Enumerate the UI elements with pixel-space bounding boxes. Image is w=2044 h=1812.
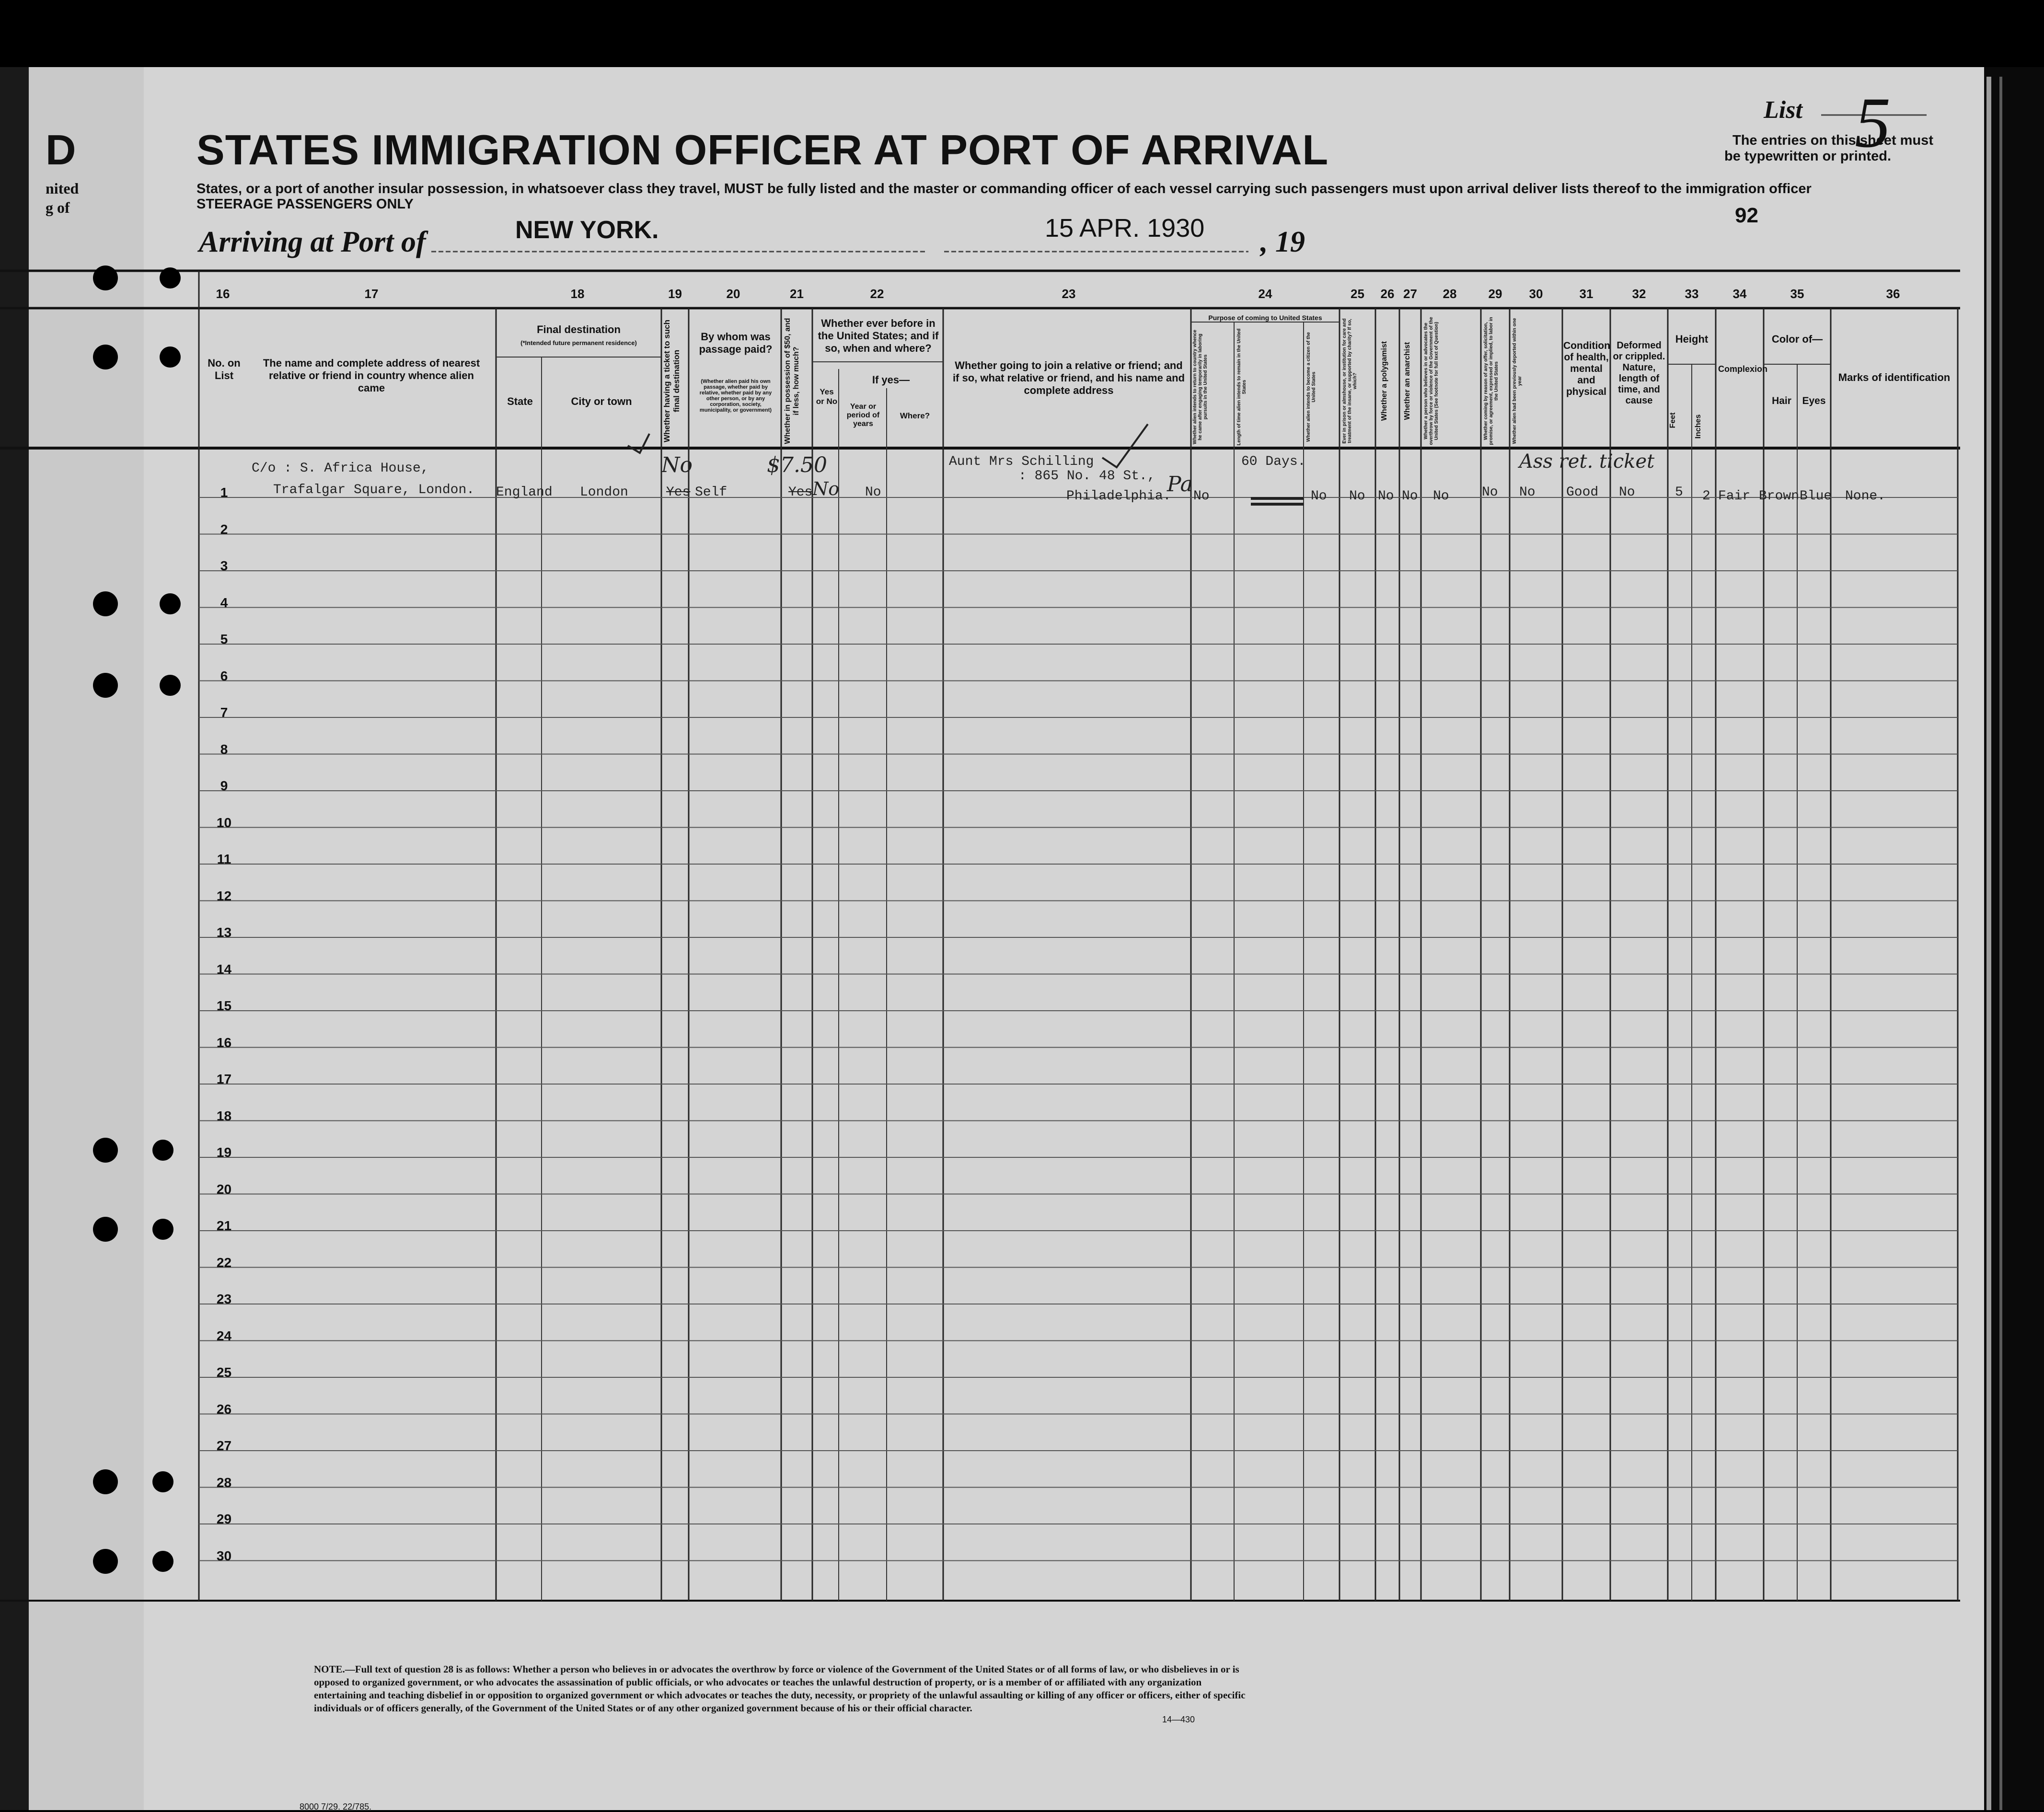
column-header-join-relative: Whether going to join a relative or friend; and if so, what relative or friend, and his name and complete address: [952, 359, 1185, 396]
row-number: 22: [216, 1255, 232, 1270]
column-number: 34: [1732, 287, 1747, 301]
column-header-prison: Ever in prison or almshouse, or institution for care and treatment of the insane, or supported by charity? If so, which?: [1342, 318, 1358, 444]
row-number: 24: [216, 1328, 232, 1343]
sheet-number: 92: [1735, 204, 1758, 227]
row-number: 12: [216, 888, 232, 903]
form-title: STATES IMMIGRATION OFFICER AT PORT OF ARRIVAL: [196, 126, 1329, 173]
row-number: 9: [220, 778, 228, 793]
row-number: 6: [220, 668, 228, 683]
list-number: 5: [1855, 83, 1891, 162]
column-header-sub: Year or period of years: [846, 403, 880, 428]
column-header-color: Color of—: [1771, 333, 1823, 345]
column-number: 35: [1790, 287, 1804, 301]
row-number: 20: [216, 1181, 232, 1197]
row-number: 7: [220, 705, 228, 720]
column-header-eyes: Eyes: [1802, 395, 1826, 406]
entry-relative-line2: Trafalgar Square, London.: [273, 483, 475, 497]
column-header-sub: Where?: [900, 411, 930, 420]
column-header-relative: The name and complete address of nearest relative or friend in country whence alien came: [263, 357, 480, 394]
row-number: 1: [220, 485, 228, 500]
row-number: 26: [216, 1401, 232, 1417]
arriving-label: Arriving at Port of: [199, 226, 426, 258]
row-number: 15: [216, 998, 232, 1013]
entry-join-line3: Philadelphia.: [1066, 489, 1171, 504]
entry-deported-handwritten: Ass ret. ticket: [1519, 450, 1655, 473]
column-header-inches: Inches: [1694, 414, 1702, 439]
entry-city: London: [580, 485, 628, 500]
list-label: List: [1764, 96, 1802, 124]
column-header-feet: Feet: [1669, 412, 1677, 428]
row-number: 3: [220, 558, 228, 573]
entry-length-of-stay: 60 Days.: [1241, 454, 1306, 469]
form-code: 14—430: [1162, 1715, 1195, 1724]
column-number: 36: [1886, 287, 1900, 301]
column-header-sub: Yes or No: [816, 387, 838, 406]
column-number: 25: [1351, 287, 1364, 301]
entry-deformed: No: [1619, 485, 1635, 500]
row-number: 25: [216, 1365, 232, 1380]
column-number: 27: [1403, 287, 1417, 301]
row-number: 21: [216, 1218, 232, 1233]
entry-join-handwritten: Pa: [1167, 472, 1193, 496]
row-number: 28: [216, 1475, 232, 1490]
entry-hair: Brown: [1759, 489, 1800, 504]
column-header-hair: Hair: [1772, 395, 1791, 406]
entry-before-us: No: [865, 485, 881, 500]
entry-health: Good: [1566, 485, 1599, 500]
column-header-overthrow: Whether a person who believes in or advocates the overthrow by force or violence of the Government of the United States (See footnote for full text of Question): [1423, 317, 1439, 445]
column-header-money: Whether in possession of $50, and if less, how much?: [784, 318, 800, 444]
intro-text: States, or a port of another insular possession, in whatsoever class they travel, MUST be fully listed and the master or commanding officer of each vessel carrying such passengers must upon arrival deliver lists thereof to the immigration officer: [196, 181, 1812, 196]
column-header-health: Condition of health, mental and physical: [1563, 340, 1610, 397]
column-number: 18: [570, 287, 585, 301]
left-page-text-fragment: g of: [46, 199, 70, 216]
row-number: 16: [216, 1035, 232, 1050]
column-header-purpose: Purpose of coming to United States: [1208, 314, 1322, 322]
entry-citizen: No: [1311, 489, 1327, 504]
column-number: 22: [870, 287, 884, 301]
entry-state: England: [496, 485, 553, 500]
left-page-title-fragment: D: [46, 126, 76, 173]
row-number: 8: [220, 741, 228, 757]
row-number: 17: [216, 1072, 232, 1086]
row-number: 14: [216, 961, 232, 977]
entry-paid-by: Self: [695, 485, 728, 500]
column-header-anarchist: Whether an anarchist: [1403, 342, 1411, 420]
column-header-no-on-list: No. on List: [208, 357, 241, 381]
column-number: 32: [1632, 287, 1646, 301]
column-header-offer: Whether coming by reason of any offer, solicitation, promise, or agreement, expressed or implied, to labor in the United States: [1483, 317, 1499, 445]
column-header-sub: Whether alien intends to return to country whence he came after engaging temporarily in laboring pursuits in the United States: [1192, 330, 1208, 444]
row-number: 4: [220, 595, 228, 610]
column-header-city: City or town: [571, 395, 632, 407]
column-header-deported: Whether alien had been previously deported within one year: [1512, 318, 1523, 444]
entry-inches: 2: [1702, 489, 1710, 504]
column-header-sub: Whether alien intends to become a citizen of the United States: [1306, 332, 1316, 442]
column-header-sub: Length of time alien intends to remain in the United States: [1236, 328, 1247, 446]
column-number: 31: [1579, 287, 1594, 301]
entry-money-no-handwritten: No: [812, 478, 840, 499]
entry-ticket-handwritten: No: [661, 453, 693, 477]
column-number: 24: [1258, 287, 1272, 301]
entry-overthrow: No: [1433, 489, 1449, 504]
entry-return-intent: No: [1193, 489, 1210, 504]
entry-eyes: Blue: [1800, 489, 1832, 504]
entry-ticket: Yes: [666, 485, 691, 500]
row-number: 13: [216, 925, 232, 940]
column-number: 21: [790, 287, 804, 301]
column-header-before-us: Whether ever before in the United States; and if so, when and where?: [818, 317, 939, 354]
column-header-height: Height: [1675, 333, 1709, 345]
column-number: 19: [668, 287, 682, 301]
entry-offer: No: [1482, 485, 1498, 500]
entry-polygamist: No: [1378, 489, 1394, 504]
row-number: 27: [216, 1438, 232, 1453]
column-number: 28: [1443, 287, 1457, 301]
row-number: 19: [216, 1145, 232, 1160]
typewritten-note: be typewritten or printed.: [1724, 149, 1892, 164]
entry-money: Yes: [788, 485, 813, 500]
steerage-label: STEERAGE PASSENGERS ONLY: [196, 196, 414, 212]
column-number: 17: [364, 287, 379, 301]
row-number: 10: [216, 815, 232, 830]
column-number: 33: [1685, 287, 1699, 301]
row-number: 5: [220, 632, 228, 646]
column-number: 20: [726, 287, 740, 301]
column-number: 29: [1488, 287, 1502, 301]
entry-complexion: Fair: [1718, 489, 1751, 504]
typewritten-note: The entries on this sheet must: [1732, 133, 1933, 148]
column-header-ticket: Whether having a ticket to such final destination: [662, 320, 681, 442]
entry-money-handwritten: $7.50: [767, 453, 827, 477]
row-number: 2: [220, 521, 228, 537]
column-header-complexion: Complexion: [1718, 364, 1768, 374]
column-header-sub: (*Intended future permanent residence): [520, 339, 637, 346]
column-header-passage-paid: By whom was passage paid?: [699, 331, 773, 355]
column-header-deformed: Deformed or crippled. Nature, length of time, and cause: [1613, 340, 1665, 406]
entry-join-line1: Aunt Mrs Schilling: [949, 454, 1094, 469]
column-number: 30: [1529, 287, 1543, 301]
column-number: 16: [216, 287, 230, 301]
port-value: NEW YORK.: [515, 216, 659, 244]
row-number: 18: [216, 1108, 232, 1123]
entry-join-line2: : 865 No. 48 St.,: [1018, 469, 1155, 484]
footnote: NOTE.—Full text of question 28 is as follows: Whether a person who believes in or advocates the overthrow by force or violence of the Government of the United States or of all forms of law, or who disbelieves in or is opposed to organized government, or who advocates the assassination of public officials, or who advocates or teaches the unlawful destruction of property, or is a member of or affiliated with any organization entertaining and teaching disbelief in or opposition to organized government or which advocates or teaches the duty, necessity, or propriety of the unlawful assaulting or killing of any officer or officers, either of specific individuals or of officers generally, of the Government of the United States or of any other organized government because of his or their official character.: [314, 1663, 1246, 1714]
column-header-state: State: [507, 395, 533, 407]
print-code: 8000 7/29. 22/785.: [300, 1802, 372, 1812]
row-number: 23: [216, 1292, 232, 1306]
row-number: 30: [216, 1548, 232, 1563]
column-header-marks: Marks of identification: [1838, 371, 1951, 383]
entry-prison: No: [1349, 489, 1365, 504]
entry-deported: No: [1519, 485, 1536, 500]
date-stamp: 15 APR. 1930: [1045, 214, 1205, 242]
column-header-polygamist: Whether a polygamist: [1380, 341, 1388, 421]
column-header-final-destination: Final destination: [537, 323, 621, 335]
year-label: , 19: [1260, 226, 1305, 258]
entry-marks: None.: [1845, 489, 1886, 504]
row-number: 11: [217, 852, 231, 866]
column-number: 26: [1380, 287, 1395, 301]
entry-relative-line1: C/o : S. Africa House,: [252, 461, 429, 476]
entry-feet: 5: [1675, 485, 1683, 500]
row-number: 29: [216, 1512, 232, 1526]
entry-anarchist: No: [1402, 489, 1418, 504]
column-number: 23: [1062, 287, 1076, 301]
column-header-sub: (Whether alien paid his own passage, whether paid by relative, whether paid by any other person, or by any corporation, society, municipality, or government): [699, 379, 772, 413]
left-page-text-fragment: nited: [46, 180, 79, 197]
column-header-sub: If yes—: [872, 374, 910, 386]
